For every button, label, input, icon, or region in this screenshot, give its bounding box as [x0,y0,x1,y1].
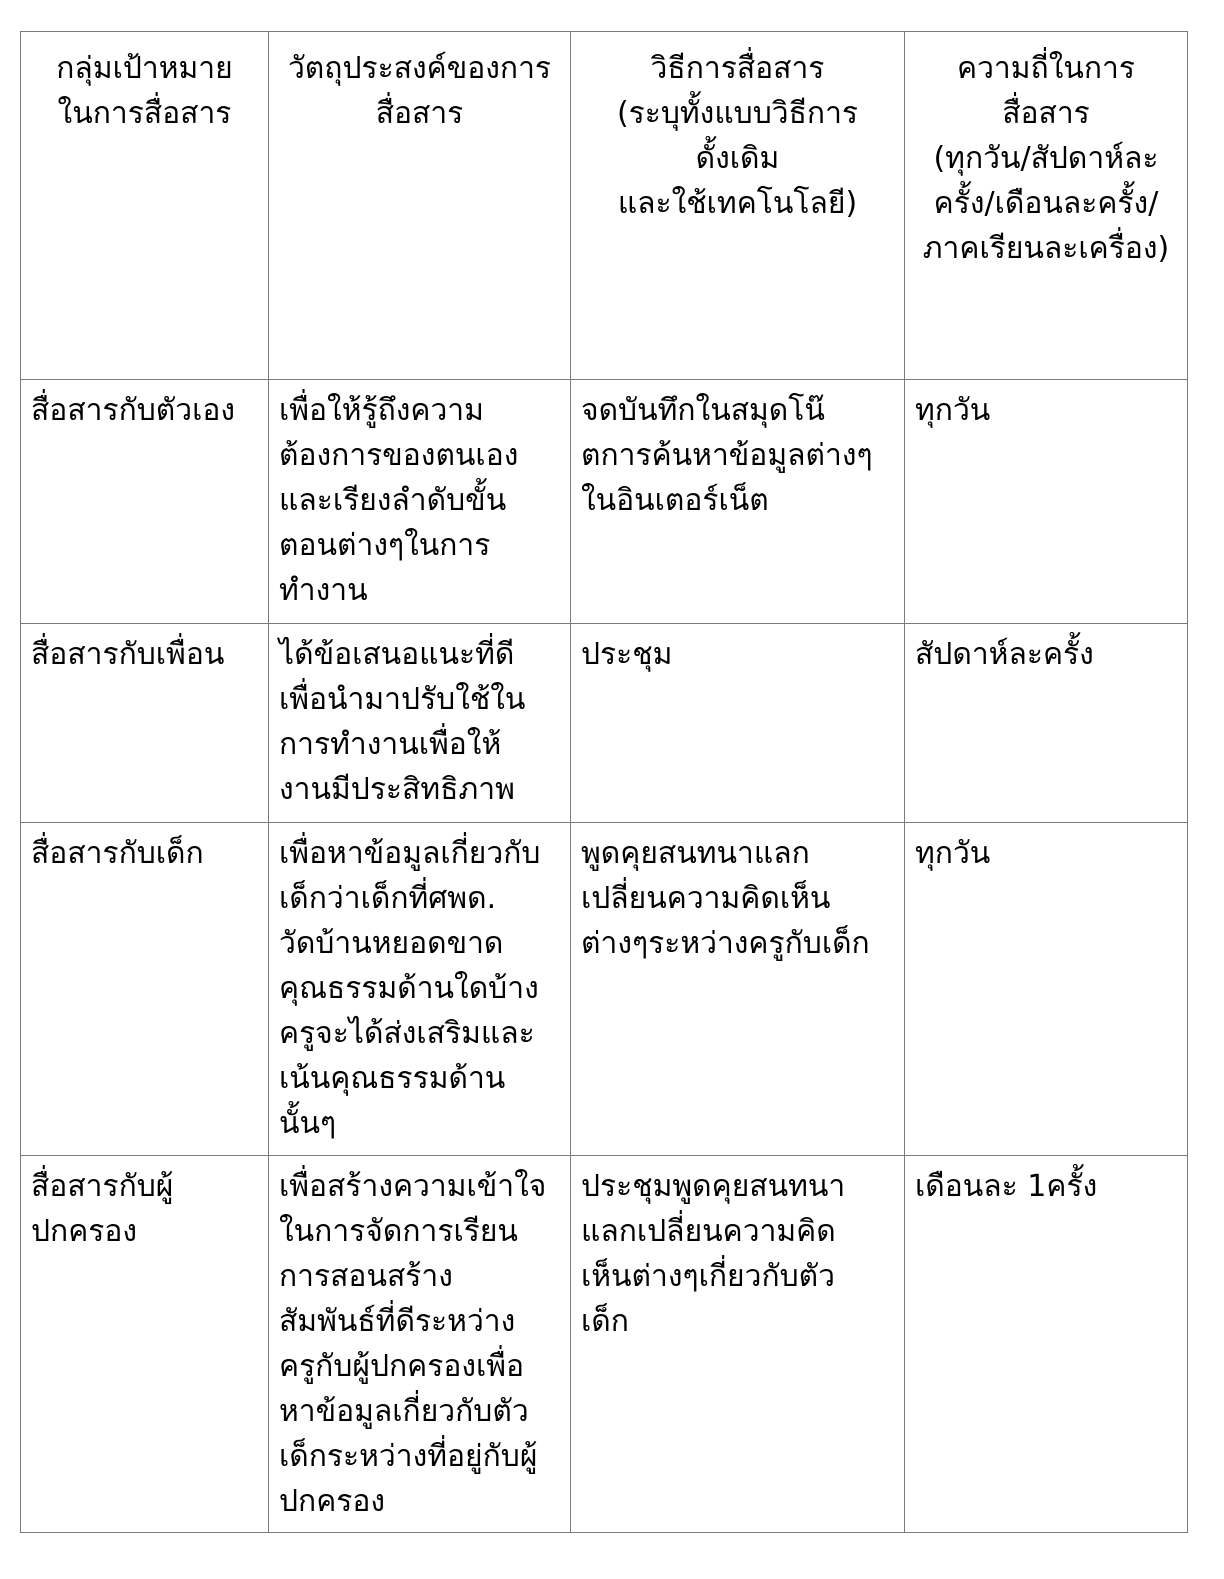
header-objective: วัตถุประสงค์ของการ สื่อสาร [269,32,571,380]
cell-frequency: ทุกวัน [905,380,1188,624]
header-frequency: ความถี่ในการ สื่อสาร (ทุกวัน/สัปดาห์ละ ครั้ง/เดือนละครั้ง/ ภาคเรียนละเครื่อง) [905,32,1188,380]
cell-method: จดบันทึกในสมุดโน๊ ตการค้นหาข้อมูลต่างๆ ในอินเตอร์เน็ต [571,380,905,624]
cell-target: สื่อสารกับผู้ ปกครอง [21,1156,269,1533]
header-row [21,32,1188,380]
table-row [21,380,1188,624]
cell-frequency: สัปดาห์ละครั้ง [905,624,1188,823]
communication-plan-table [20,31,1188,1533]
table-row [21,624,1188,823]
cell-frequency: ทุกวัน [905,823,1188,1156]
cell-objective: ได้ข้อเสนอแนะที่ดี เพื่อนำมาปรับใช้ใน การทำงานเพื่อให้ งานมีประสิทธิภาพ [269,624,571,823]
cell-objective: เพื่อสร้างความเข้าใจ ในการจัดการเรียน การสอนสร้าง สัมพันธ์ที่ดีระหว่าง ครูกับผู้ปกครองเพื่อ หาข้อมูลเกี่ยวกับตัว เด็กระหว่างที่อยู่กับผู้ ปกครอง [269,1156,571,1533]
cell-objective: เพื่อให้รู้ถึงความ ต้องการของตนเอง และเรียงลำดับขั้น ตอนต่างๆในการ ทำงาน [269,380,571,624]
cell-objective: เพื่อหาข้อมูลเกี่ยวกับ เด็กว่าเด็กที่ศพด. วัดบ้านหยอดขาด คุณธรรมด้านใดบ้าง ครูจะได้ส่งเสริมและ เน้นคุณธรรมด้าน นั้นๆ [269,823,571,1156]
table-row [21,1156,1188,1533]
cell-target: สื่อสารกับเพื่อน [21,624,269,823]
header-method: วิธีการสื่อสาร (ระบุทั้งแบบวิธีการ ดั้งเดิม และใช้เทคโนโลยี) [571,32,905,380]
cell-method: พูดคุยสนทนาแลก เปลี่ยนความคิดเห็น ต่างๆระหว่างครูกับเด็ก [571,823,905,1156]
cell-frequency: เดือนละ 1ครั้ง [905,1156,1188,1533]
header-target-group: กลุ่มเป้าหมาย ในการสื่อสาร [21,32,269,380]
cell-method: ประชุมพูดคุยสนทนา แลกเปลี่ยนความคิด เห็นต่างๆเกี่ยวกับตัว เด็ก [571,1156,905,1533]
cell-method: ประชุม [571,624,905,823]
table-row [21,823,1188,1156]
cell-target: สื่อสารกับตัวเอง [21,380,269,624]
cell-target: สื่อสารกับเด็ก [21,823,269,1156]
